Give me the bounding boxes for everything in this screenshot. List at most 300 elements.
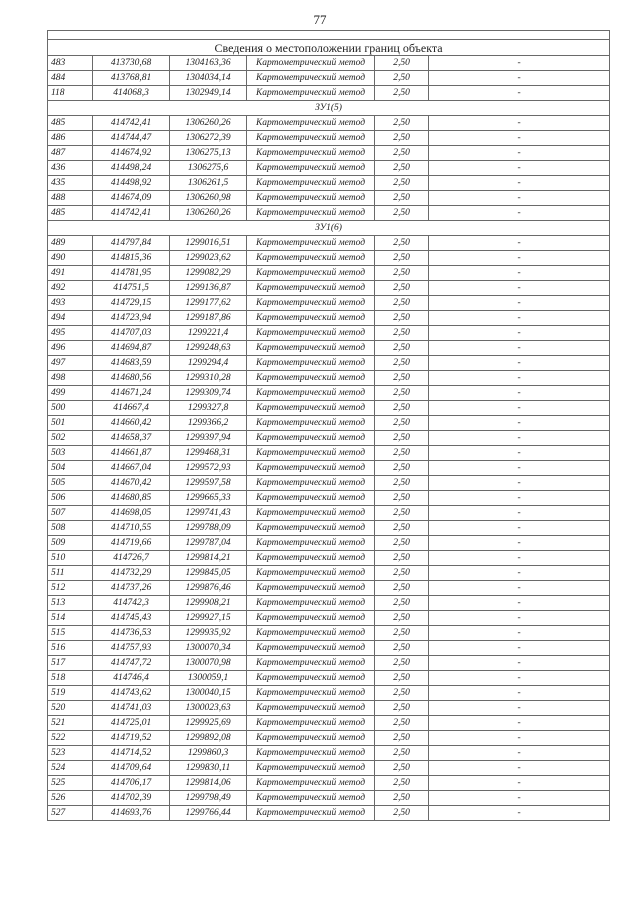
table-row [48,176,610,191]
x-coordinate-cell: 414698,05 [93,506,170,521]
description-cell: - [429,341,610,356]
description-cell: - [429,251,610,266]
description-cell: - [429,641,610,656]
description-cell: - [429,281,610,296]
table-row [48,791,610,806]
point-number-cell: 502 [48,431,93,446]
table-row [48,641,610,656]
point-number-cell: 495 [48,326,93,341]
precision-cell: 2,50 [375,761,429,776]
point-number-cell: 508 [48,521,93,536]
point-number-cell: 500 [48,401,93,416]
precision-cell: 2,50 [375,671,429,686]
y-coordinate-cell: 1300023,63 [170,701,247,716]
point-number-cell: 513 [48,596,93,611]
precision-cell: 2,50 [375,146,429,161]
method-cell: Картометрический метод [247,536,375,551]
precision-cell: 2,50 [375,86,429,101]
point-number-cell: 512 [48,581,93,596]
description-cell: - [429,791,610,806]
method-cell: Картометрический метод [247,551,375,566]
x-coordinate-cell: 414726,7 [93,551,170,566]
precision-cell: 2,50 [375,806,429,821]
x-coordinate-cell: 414742,41 [93,206,170,221]
method-cell: Картометрический метод [247,686,375,701]
table-row [48,281,610,296]
description-cell: - [429,311,610,326]
precision-cell: 2,50 [375,491,429,506]
method-cell: Картометрический метод [247,161,375,176]
y-coordinate-cell: 1299016,51 [170,236,247,251]
y-coordinate-cell: 1299814,06 [170,776,247,791]
method-cell: Картометрический метод [247,56,375,71]
point-number-cell: 498 [48,371,93,386]
x-coordinate-cell: 414680,85 [93,491,170,506]
method-cell: Картометрический метод [247,716,375,731]
precision-cell: 2,50 [375,116,429,131]
y-coordinate-cell: 1299665,33 [170,491,247,506]
x-coordinate-cell: 414658,37 [93,431,170,446]
method-cell: Картометрический метод [247,806,375,821]
page-number: 77 [313,12,327,27]
x-coordinate-cell: 414741,03 [93,701,170,716]
y-coordinate-cell: 1299572,93 [170,461,247,476]
y-coordinate-cell: 1299892,08 [170,731,247,746]
method-cell: Картометрический метод [247,656,375,671]
table-row [48,116,610,131]
y-coordinate-cell: 1299187,86 [170,311,247,326]
description-cell: - [429,671,610,686]
table-row [48,431,610,446]
precision-cell: 2,50 [375,581,429,596]
x-coordinate-cell: 414729,15 [93,296,170,311]
table-row [48,326,610,341]
description-cell: - [429,56,610,71]
precision-cell: 2,50 [375,296,429,311]
table-row [48,671,610,686]
table-row [48,731,610,746]
description-cell: - [429,611,610,626]
table-row [48,761,610,776]
point-number-cell: 489 [48,236,93,251]
description-cell: - [429,686,610,701]
point-number-cell: 527 [48,806,93,821]
y-coordinate-cell: 1299597,58 [170,476,247,491]
description-cell: - [429,581,610,596]
precision-cell: 2,50 [375,551,429,566]
table-row [48,746,610,761]
precision-cell: 2,50 [375,371,429,386]
x-coordinate-cell: 414747,72 [93,656,170,671]
precision-cell: 2,50 [375,251,429,266]
point-number-cell: 490 [48,251,93,266]
method-cell: Картометрический метод [247,641,375,656]
method-cell: Картометрический метод [247,386,375,401]
y-coordinate-cell: 1299830,11 [170,761,247,776]
method-cell: Картометрический метод [247,491,375,506]
point-number-cell: 510 [48,551,93,566]
method-cell: Картометрический метод [247,671,375,686]
method-cell: Картометрический метод [247,506,375,521]
x-coordinate-cell: 414797,84 [93,236,170,251]
precision-cell: 2,50 [375,266,429,281]
x-coordinate-cell: 414746,4 [93,671,170,686]
point-number-cell: 505 [48,476,93,491]
method-cell: Картометрический метод [247,566,375,581]
boundary-table-body [48,31,610,821]
x-coordinate-cell: 414674,09 [93,191,170,206]
method-cell: Картометрический метод [247,266,375,281]
description-cell: - [429,746,610,761]
description-cell: - [429,236,610,251]
table-row [48,611,610,626]
table-row [48,386,610,401]
y-coordinate-cell: 1299136,87 [170,281,247,296]
table-row [48,161,610,176]
x-coordinate-cell: 414757,93 [93,641,170,656]
description-cell: - [429,701,610,716]
description-cell: - [429,626,610,641]
point-number-cell: 507 [48,506,93,521]
point-number-cell: 514 [48,611,93,626]
method-cell: Картометрический метод [247,356,375,371]
table-row [48,536,610,551]
precision-cell: 2,50 [375,566,429,581]
method-cell: Картометрический метод [247,581,375,596]
point-number-cell: 491 [48,266,93,281]
method-cell: Картометрический метод [247,746,375,761]
point-number-cell: 501 [48,416,93,431]
y-coordinate-cell: 1304034,14 [170,71,247,86]
table-row [48,341,610,356]
x-coordinate-cell: 414667,04 [93,461,170,476]
point-number-cell: 516 [48,641,93,656]
table-row [48,716,610,731]
method-cell: Картометрический метод [247,371,375,386]
x-coordinate-cell: 414706,17 [93,776,170,791]
description-cell: - [429,386,610,401]
table-row [48,401,610,416]
y-coordinate-cell: 1299925,69 [170,716,247,731]
point-number-cell: 486 [48,131,93,146]
description-cell: - [429,161,610,176]
precision-cell: 2,50 [375,191,429,206]
method-cell: Картометрический метод [247,86,375,101]
x-coordinate-cell: 414744,47 [93,131,170,146]
precision-cell: 2,50 [375,461,429,476]
y-coordinate-cell: 1299309,74 [170,386,247,401]
point-number-cell: 496 [48,341,93,356]
y-coordinate-cell: 1299294,4 [170,356,247,371]
y-coordinate-cell: 1299908,21 [170,596,247,611]
y-coordinate-cell: 1299927,15 [170,611,247,626]
point-number-cell: 435 [48,176,93,191]
x-coordinate-cell: 414670,42 [93,476,170,491]
y-coordinate-cell: 1302949,14 [170,86,247,101]
method-cell: Картометрический метод [247,341,375,356]
description-cell: - [429,416,610,431]
y-coordinate-cell: 1300059,1 [170,671,247,686]
point-number-cell: 492 [48,281,93,296]
precision-cell: 2,50 [375,446,429,461]
method-cell: Картометрический метод [247,446,375,461]
y-coordinate-cell: 1306260,26 [170,206,247,221]
description-cell: - [429,551,610,566]
table-row [48,131,610,146]
table-row [48,206,610,221]
table-row [48,86,610,101]
precision-cell: 2,50 [375,416,429,431]
point-number-cell: 483 [48,56,93,71]
description-cell: - [429,326,610,341]
y-coordinate-cell: 1299177,62 [170,296,247,311]
point-number-cell: 522 [48,731,93,746]
precision-cell: 2,50 [375,161,429,176]
point-number-cell: 521 [48,716,93,731]
method-cell: Картометрический метод [247,191,375,206]
table-row [48,686,610,701]
x-coordinate-cell: 414707,03 [93,326,170,341]
precision-cell: 2,50 [375,791,429,806]
method-cell: Картометрический метод [247,761,375,776]
description-cell: - [429,401,610,416]
point-number-cell: 509 [48,536,93,551]
description-cell: - [429,596,610,611]
precision-cell: 2,50 [375,626,429,641]
x-coordinate-cell: 413768,81 [93,71,170,86]
method-cell: Картометрический метод [247,206,375,221]
description-cell: - [429,71,610,86]
description-cell: - [429,296,610,311]
y-coordinate-cell: 1306260,26 [170,116,247,131]
point-number-cell: 511 [48,566,93,581]
section-label: ЗУ1(6) [48,221,610,236]
table-row [48,296,610,311]
description-cell: - [429,491,610,506]
description-cell: - [429,146,610,161]
y-coordinate-cell: 1299766,44 [170,806,247,821]
y-coordinate-cell: 1300070,34 [170,641,247,656]
point-number-cell: 488 [48,191,93,206]
x-coordinate-cell: 414680,56 [93,371,170,386]
description-cell: - [429,566,610,581]
x-coordinate-cell: 414667,4 [93,401,170,416]
table-row [48,71,610,86]
y-coordinate-cell: 1306260,98 [170,191,247,206]
x-coordinate-cell: 414723,94 [93,311,170,326]
table-row [48,491,610,506]
y-coordinate-cell: 1299741,43 [170,506,247,521]
x-coordinate-cell: 414714,52 [93,746,170,761]
table-row [48,581,610,596]
point-number-cell: 517 [48,656,93,671]
table-row [48,521,610,536]
y-coordinate-cell: 1299860,3 [170,746,247,761]
y-coordinate-cell: 1304163,36 [170,56,247,71]
precision-cell: 2,50 [375,176,429,191]
x-coordinate-cell: 414674,92 [93,146,170,161]
table-row [48,596,610,611]
point-number-cell: 526 [48,791,93,806]
precision-cell: 2,50 [375,746,429,761]
description-cell: - [429,371,610,386]
x-coordinate-cell: 414498,92 [93,176,170,191]
title-spacer-row [48,31,610,40]
x-coordinate-cell: 414743,62 [93,686,170,701]
precision-cell: 2,50 [375,206,429,221]
precision-cell: 2,50 [375,281,429,296]
description-cell: - [429,731,610,746]
precision-cell: 2,50 [375,476,429,491]
y-coordinate-cell: 1299327,8 [170,401,247,416]
method-cell: Картометрический метод [247,176,375,191]
description-cell: - [429,431,610,446]
point-number-cell: 484 [48,71,93,86]
point-number-cell: 485 [48,116,93,131]
precision-cell: 2,50 [375,641,429,656]
table-row [48,776,610,791]
y-coordinate-cell: 1299310,28 [170,371,247,386]
table-row [48,416,610,431]
method-cell: Картометрический метод [247,431,375,446]
precision-cell: 2,50 [375,776,429,791]
point-number-cell: 493 [48,296,93,311]
x-coordinate-cell: 414068,3 [93,86,170,101]
boundary-table [47,30,610,821]
description-cell: - [429,446,610,461]
method-cell: Картометрический метод [247,401,375,416]
y-coordinate-cell: 1306272,39 [170,131,247,146]
x-coordinate-cell: 414732,29 [93,566,170,581]
point-number-cell: 497 [48,356,93,371]
description-cell: - [429,266,610,281]
precision-cell: 2,50 [375,716,429,731]
x-coordinate-cell: 414660,42 [93,416,170,431]
point-number-cell: 487 [48,146,93,161]
method-cell: Картометрический метод [247,416,375,431]
description-cell: - [429,116,610,131]
precision-cell: 2,50 [375,521,429,536]
point-number-cell: 503 [48,446,93,461]
table-row [48,311,610,326]
description-cell: - [429,356,610,371]
table-row [48,506,610,521]
y-coordinate-cell: 1299935,92 [170,626,247,641]
precision-cell: 2,50 [375,386,429,401]
x-coordinate-cell: 414661,87 [93,446,170,461]
method-cell: Картометрический метод [247,611,375,626]
table-row [48,236,610,251]
y-coordinate-cell: 1299023,62 [170,251,247,266]
x-coordinate-cell: 414709,64 [93,761,170,776]
y-coordinate-cell: 1299366,2 [170,416,247,431]
y-coordinate-cell: 1300040,15 [170,686,247,701]
description-cell: - [429,506,610,521]
precision-cell: 2,50 [375,596,429,611]
method-cell: Картометрический метод [247,281,375,296]
description-cell: - [429,476,610,491]
point-number-cell: 485 [48,206,93,221]
y-coordinate-cell: 1299248,63 [170,341,247,356]
table-row [48,356,610,371]
description-cell: - [429,86,610,101]
description-cell: - [429,776,610,791]
precision-cell: 2,50 [375,701,429,716]
y-coordinate-cell: 1299814,21 [170,551,247,566]
method-cell: Картометрический метод [247,326,375,341]
method-cell: Картометрический метод [247,461,375,476]
table-row [48,191,610,206]
precision-cell: 2,50 [375,431,429,446]
y-coordinate-cell: 1306275,13 [170,146,247,161]
section-label: ЗУ1(5) [48,101,610,116]
x-coordinate-cell: 414736,53 [93,626,170,641]
x-coordinate-cell: 414815,36 [93,251,170,266]
x-coordinate-cell: 413730,68 [93,56,170,71]
y-coordinate-cell: 1299876,46 [170,581,247,596]
table-row [48,476,610,491]
precision-cell: 2,50 [375,611,429,626]
table-row [48,461,610,476]
precision-cell: 2,50 [375,536,429,551]
method-cell: Картометрический метод [247,596,375,611]
y-coordinate-cell: 1299798,49 [170,791,247,806]
y-coordinate-cell: 1300070,98 [170,656,247,671]
method-cell: Картометрический метод [247,146,375,161]
precision-cell: 2,50 [375,56,429,71]
table-row [48,551,610,566]
table-row [48,266,610,281]
table-row [48,146,610,161]
point-number-cell: 518 [48,671,93,686]
point-number-cell: 520 [48,701,93,716]
method-cell: Картометрический метод [247,131,375,146]
precision-cell: 2,50 [375,311,429,326]
point-number-cell: 504 [48,461,93,476]
y-coordinate-cell: 1299221,4 [170,326,247,341]
method-cell: Картометрический метод [247,701,375,716]
point-number-cell: 499 [48,386,93,401]
method-cell: Картометрический метод [247,296,375,311]
table-row [48,701,610,716]
precision-cell: 2,50 [375,341,429,356]
x-coordinate-cell: 414751,5 [93,281,170,296]
method-cell: Картометрический метод [247,626,375,641]
method-cell: Картометрический метод [247,251,375,266]
table-row [48,656,610,671]
description-cell: - [429,191,610,206]
x-coordinate-cell: 414719,52 [93,731,170,746]
description-cell: - [429,461,610,476]
table-title: Сведения о местоположении границ объекта [48,40,610,56]
point-number-cell: 523 [48,746,93,761]
method-cell: Картометрический метод [247,731,375,746]
precision-cell: 2,50 [375,131,429,146]
precision-cell: 2,50 [375,656,429,671]
x-coordinate-cell: 414694,87 [93,341,170,356]
precision-cell: 2,50 [375,686,429,701]
point-number-cell: 436 [48,161,93,176]
y-coordinate-cell: 1299787,04 [170,536,247,551]
y-coordinate-cell: 1299468,31 [170,446,247,461]
precision-cell: 2,50 [375,356,429,371]
point-number-cell: 525 [48,776,93,791]
table-row [48,626,610,641]
description-cell: - [429,536,610,551]
y-coordinate-cell: 1306261,5 [170,176,247,191]
table-title-row [48,40,610,56]
x-coordinate-cell: 414498,24 [93,161,170,176]
